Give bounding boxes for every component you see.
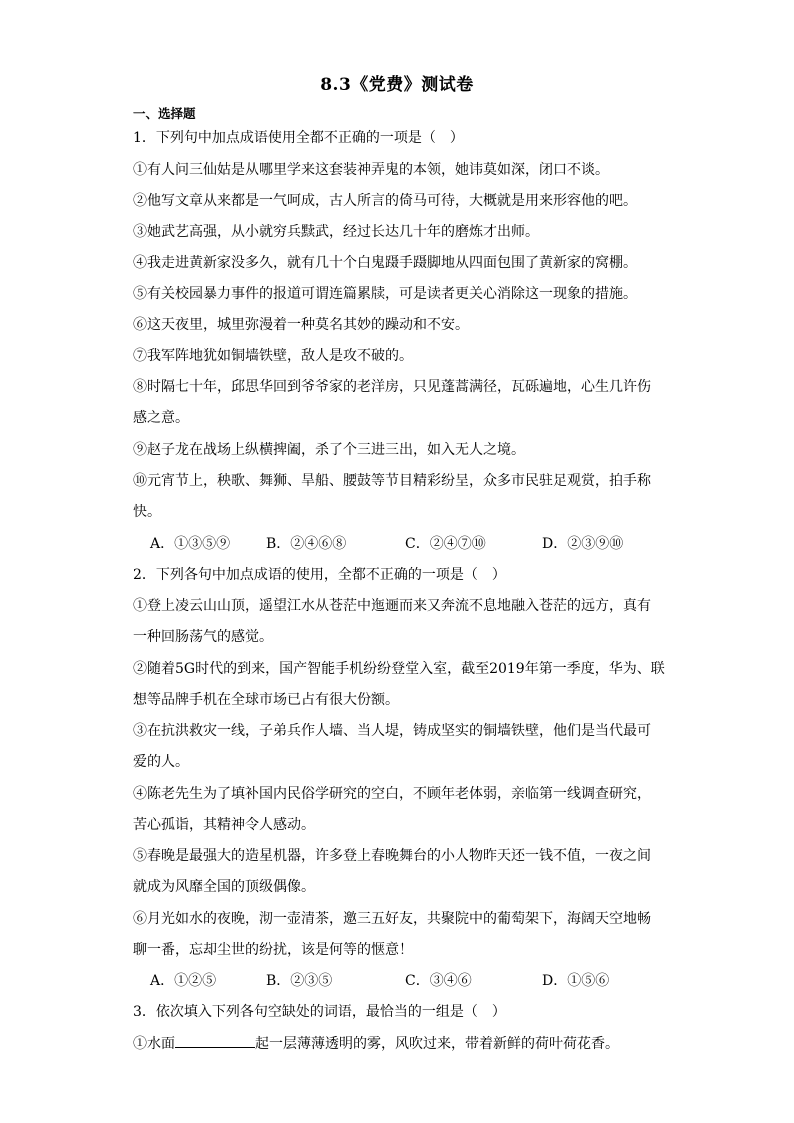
q2-option-a[interactable]: A．①②⑤ bbox=[150, 973, 217, 989]
q1-option-c[interactable]: C．②④⑦⑩ bbox=[405, 536, 486, 552]
question-1-stem: 1．下列句中加点成语使用全都不正确的一项是（ ） bbox=[133, 130, 464, 146]
q2-item-4: ④陈老先生为了填补国内民俗学研究的空白，不顾年老体弱，亲临第一线调查研究， bbox=[133, 786, 651, 802]
q2-item-6-cont: 聊一番，忘却尘世的纷扰，该是何等的惬意！ bbox=[133, 942, 413, 958]
q1-option-b[interactable]: B．②④⑥⑧ bbox=[266, 536, 347, 552]
q1-item-8-cont: 感之意。 bbox=[133, 410, 189, 426]
q2-item-5: ⑤春晚是最强大的造星机器，许多登上春晚舞台的小人物昨天还一钱不值，一夜之间 bbox=[133, 848, 651, 864]
page-title: 8.3《党费》测试卷 bbox=[320, 75, 474, 95]
q2-item-2-cont: 想等品牌手机在全球市场已占有很大份额。 bbox=[133, 692, 399, 708]
q1-item-4: ④我走进黄新家没多久，就有几十个白鬼蹑手蹑脚地从四面包围了黄新家的窝棚。 bbox=[133, 255, 637, 271]
q1-item-7: ⑦我军阵地犹如铜墙铁壁，敌人是攻不破的。 bbox=[133, 348, 413, 364]
q2-option-c[interactable]: C．③④⑥ bbox=[405, 973, 472, 989]
q1-option-a[interactable]: A．①③⑤⑨ bbox=[150, 536, 231, 552]
q2-item-6: ⑥月光如水的夜晚，沏一壶清茶，邀三五好友，共聚院中的葡萄架下，海阔天空地畅 bbox=[133, 911, 651, 927]
q2-item-2: ②随着5G时代的到来，国产智能手机纷纷登堂入室，截至2019年第一季度，华为、联 bbox=[133, 661, 665, 677]
q2-item-5-cont: 就成为风靡全国的顶级偶像。 bbox=[133, 879, 315, 895]
q1-item-10: ⑩元宵节上，秧歌、舞狮、旱船、腰鼓等节目精彩纷呈，众多市民驻足观赏，拍手称 bbox=[133, 473, 651, 489]
q3-item-suffix: 起一层薄薄透明的雾，风吹过来，带着新鲜的荷叶荷花香。 bbox=[255, 1036, 619, 1052]
q1-option-d[interactable]: D．②③⑨⑩ bbox=[542, 536, 624, 552]
q1-item-3: ③她武艺高强，从小就穷兵黩武，经过长达几十年的磨炼才出师。 bbox=[133, 224, 539, 240]
q3-item-1 bbox=[133, 1033, 619, 1054]
q1-item-10-cont: 快。 bbox=[133, 504, 161, 520]
section-heading: 一、选择题 bbox=[133, 106, 196, 121]
q1-item-1: ①有人问三仙姑是从哪里学来这套装神弄鬼的本领，她讳莫如深，闭口不谈。 bbox=[133, 162, 609, 178]
q1-item-9: ⑨赵子龙在战场上纵横捭阖，杀了个三进三出，如入无人之境。 bbox=[133, 442, 525, 458]
q2-item-3-cont: 爱的人。 bbox=[133, 754, 189, 770]
q2-option-b[interactable]: B．②③⑤ bbox=[266, 973, 333, 989]
q2-item-3: ③在抗洪救灾一线，子弟兵作人墙、当人堤，铸成坚实的铜墙铁壁，他们是当代最可 bbox=[133, 723, 651, 739]
q2-option-d[interactable]: D．①⑤⑥ bbox=[542, 973, 610, 989]
q1-item-6: ⑥这天夜里，城里弥漫着一种莫名其妙的躁动和不安。 bbox=[133, 317, 469, 333]
question-2-stem: 2．下列各句中加点成语的使用，全都不正确的一项是（ ） bbox=[133, 567, 506, 583]
q2-item-1-cont: 一种回肠荡气的感觉。 bbox=[133, 629, 273, 645]
question-3-stem: 3．依次填入下列各句空缺处的词语，最恰当的一组是（ ） bbox=[133, 1004, 506, 1020]
q2-item-4-cont: 苦心孤诣，其精神令人感动。 bbox=[133, 817, 315, 833]
q2-item-1: ①登上凌云山山顶，遥望江水从苍茫中迤逦而来又奔流不息地融入苍茫的远方，真有 bbox=[133, 598, 651, 614]
fill-blank[interactable] bbox=[175, 1033, 255, 1048]
q1-item-8: ⑧时隔七十年，邱思华回到爷爷家的老洋房，只见蓬蒿满径，瓦砾遍地，心生几许伤 bbox=[133, 379, 651, 395]
q2-options bbox=[150, 971, 609, 991]
q1-options bbox=[150, 534, 623, 554]
q1-item-2: ②他写文章从来都是一气呵成，古人所言的倚马可待，大概就是用来形容他的吧。 bbox=[133, 193, 637, 209]
q3-item-prefix: ①水面 bbox=[133, 1036, 175, 1052]
q1-item-5: ⑤有关校园暴力事件的报道可谓连篇累牍，可是读者更关心消除这一现象的措施。 bbox=[133, 286, 637, 302]
